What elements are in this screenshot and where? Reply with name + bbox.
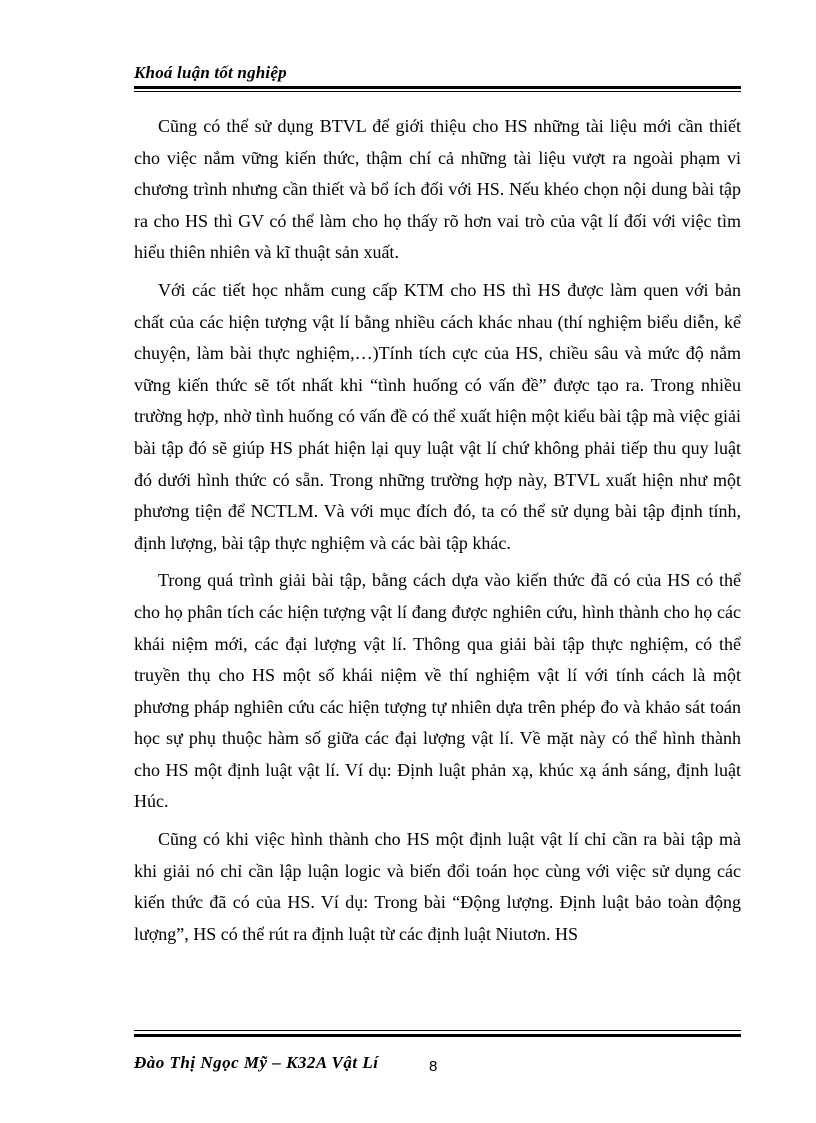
footer-rule-thin bbox=[134, 1030, 741, 1031]
paragraph-3: Trong quá trình giải bài tập, bằng cách dựa vào kiến thức đã có của HS có thể cho họ phân tích các hiện tượng vật lí đang được nghiên cứu, hình thành cho họ các khái niệm mới, các đại lượng vật lí. Thông qua giải bài tập thực nghiệm, có thể truyền thụ cho HS một số khái niệm về thí nghiệm vật lí với tính cách là một phương pháp nghiên cứu các hiện tượng tự nhiên dựa trên phép đo và khảo sát toán học sự phụ thuộc hàm số giữa các đại lượng vật lí. Về mặt này có thể hình thành cho HS một định luật vật lí. Ví dụ: Định luật phản xạ, khúc xạ ánh sáng, định luật Húc. bbox=[134, 570, 741, 812]
paragraph-1: Cũng có thể sử dụng BTVL để giới thiệu cho HS những tài liệu mới cần thiết cho việc nắm vững kiến thức, thậm chí cả những tài liệu vượt ra ngoài phạm vi chương trình nhưng cần thiết và bổ ích đối với HS. Nếu khéo chọn nội dung bài tập ra cho HS thì GV có thể làm cho họ thấy rõ hơn vai trò của vật lí đối với việc tìm hiểu thiên nhiên và kĩ thuật sản xuất. bbox=[134, 116, 741, 263]
header-rule-thin bbox=[134, 91, 741, 92]
header-title: Khoá luận tốt nghiệp bbox=[134, 63, 287, 82]
paragraph-4: Cũng có khi việc hình thành cho HS một định luật vật lí chỉ cần ra bài tập mà khi giải nó chỉ cần lập luận logic và biến đổi toán học cùng với việc sử dụng các kiến thức đã có của HS. Ví dụ: Trong bài “Động lượng. Định luật bảo toàn động lượng”, HS có thể rút ra định luật từ các định luật Niutơn. HS bbox=[134, 829, 741, 944]
page-number: 8 bbox=[429, 1058, 438, 1075]
footer-rule-thick bbox=[134, 1034, 741, 1037]
header-rule-thick bbox=[134, 86, 741, 89]
footer-author: Đào Thị Ngọc Mỹ – K32A Vật Lí bbox=[134, 1053, 379, 1072]
paragraph-2: Với các tiết học nhằm cung cấp KTM cho HS thì HS được làm quen với bản chất của các hiện tượng vật lí bằng nhiều cách khác nhau (thí nghiệm biểu diễn, kể chuyện, làm bài thực nghiệm,…)Tính tích cực của HS, chiều sâu và mức độ nắm vững kiến thức sẽ tốt nhất khi “tình huống có vấn đề” được tạo ra. Trong nhiều trường hợp, nhờ tình huống có vấn đề có thể xuất hiện một kiểu bài tập mà việc giải bài tập đó sẽ giúp HS phát hiện lại quy luật vật lí chứ không phải tiếp thu quy luật đó dưới hình thức có sẵn. Trong những trường hợp này, BTVL xuất hiện như một phương tiện để NCTLM. Và với mục đích đó, ta có thể sử dụng bài tập định tính, định lượng, bài tập thực nghiệm và các bài tập khác. bbox=[134, 279, 741, 553]
body-text bbox=[134, 111, 741, 956]
